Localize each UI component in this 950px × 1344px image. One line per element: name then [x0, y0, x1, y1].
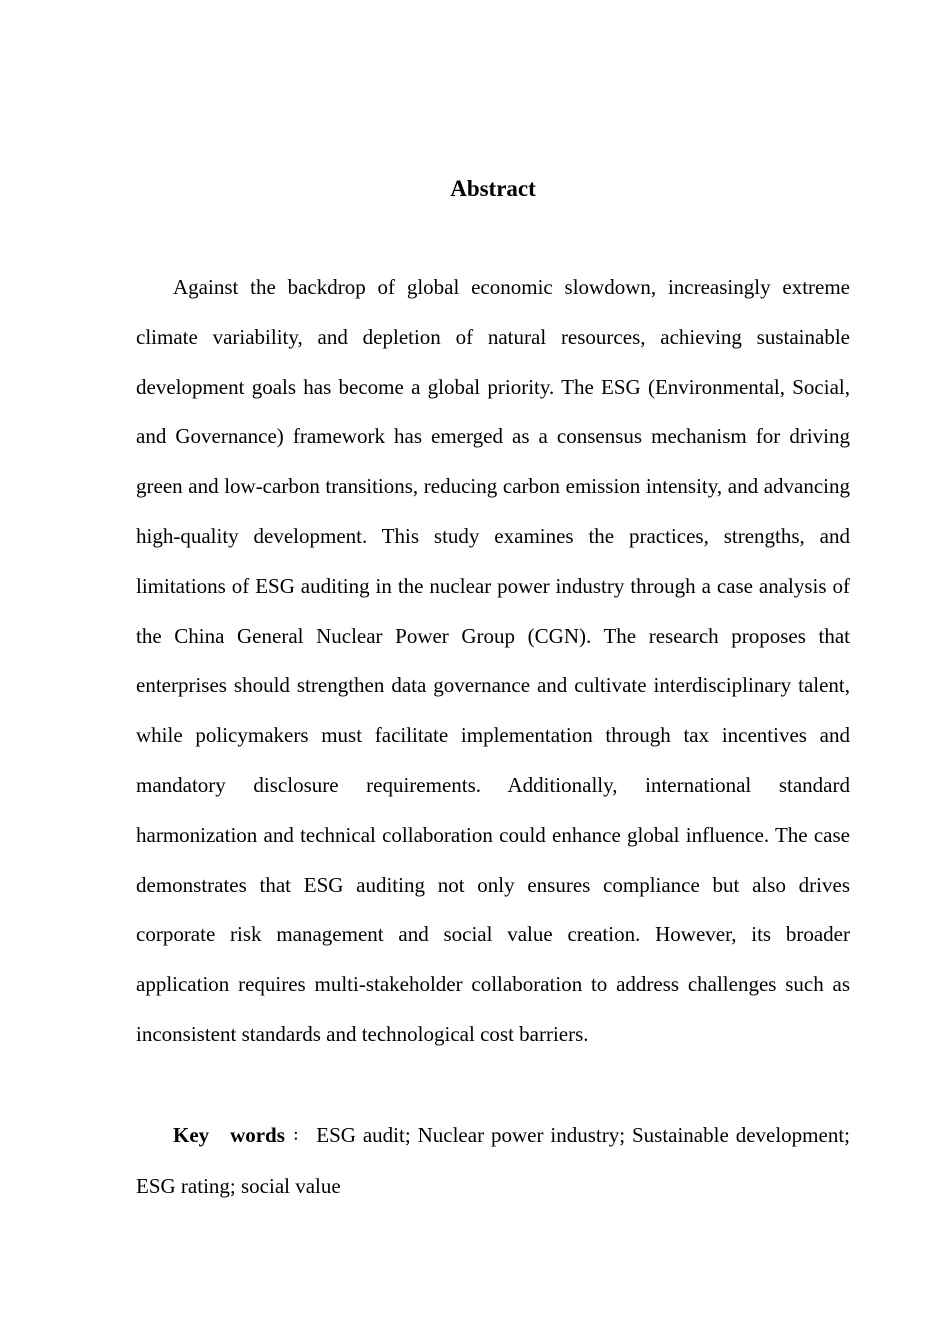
keywords-label: Key words [173, 1123, 285, 1147]
abstract-paragraph: Against the backdrop of global economic slowdown, increasingly extreme climate variability, and depletion of natural resources, achieving sustainable development goals has become a global priority. The ESG (Environmental, Social, and Governance) framework has emerged as a consensus mechanism for driving green and low-carbon transitions, reducing carbon emission intensity, and advancing high-quality development. This study examines the practices, strengths, and limitations of ESG auditing in the nuclear power industry through a case analysis of the China General Nuclear Power Group (CGN). The research proposes that enterprises should strengthen data governance and cultivate interdisciplinary talent, while policymakers must facilitate implementation through tax incentives and mandatory disclosure requirements. Additionally, international standard harmonization and technical collaboration could enhance global influence. The case demonstrates that ESG auditing not only ensures compliance but also drives corporate risk management and social value creation. However, its broader application requires multi-stakeholder collaboration to address challenges such as inconsistent standards and technological cost barriers. [136, 275, 850, 1046]
abstract-title: Abstract [450, 176, 536, 201]
keywords-paragraph [136, 1111, 850, 1212]
keywords-text: ESG audit; Nuclear power industry; Sustainable development; ESG rating; social value [136, 1123, 851, 1198]
keywords-colon: ： [290, 1129, 309, 1144]
